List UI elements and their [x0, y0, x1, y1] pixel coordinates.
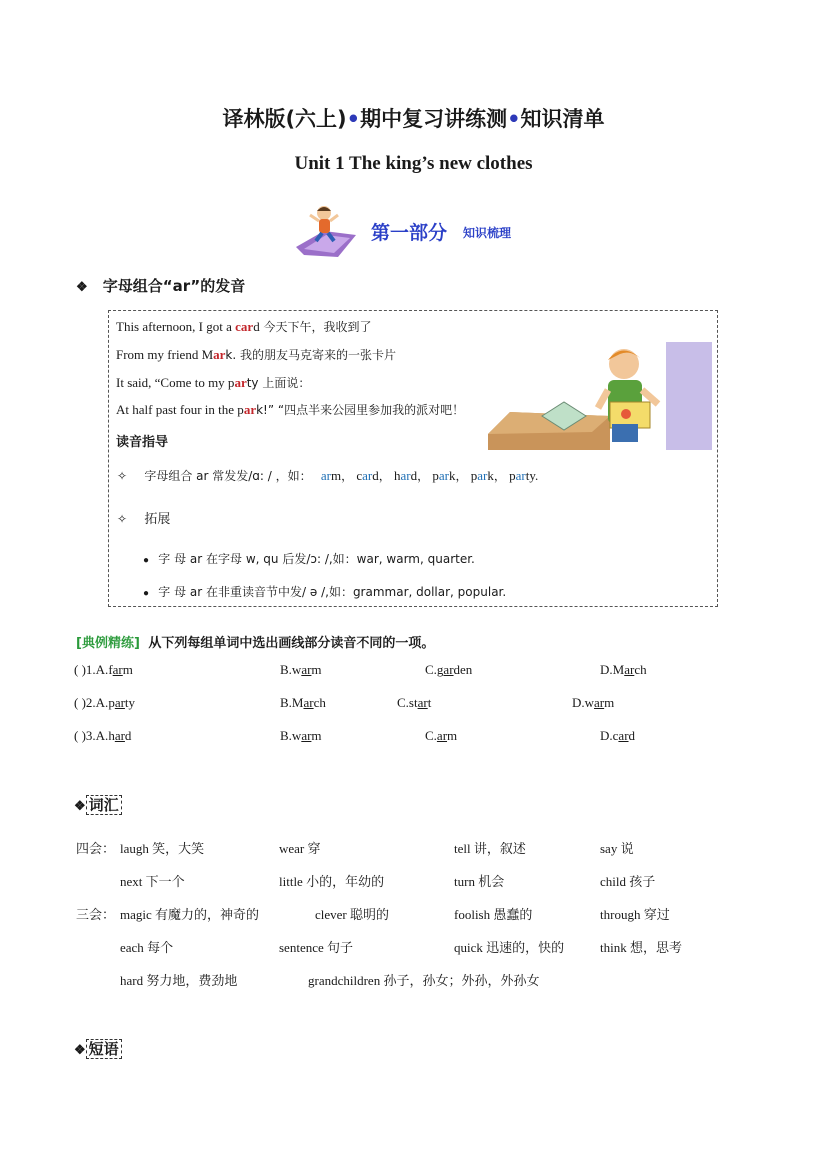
- reading-guide-label: 读音指导: [116, 435, 169, 450]
- vocab-row: 三会：: [76, 908, 116, 923]
- exercise-item-2-d: D.warm: [572, 695, 615, 710]
- exercise-item-3-b: B.warm: [280, 728, 322, 743]
- vocab-item: grandchildren 孙子，孙女；外孙，外孙女: [308, 973, 540, 989]
- exercise-item-1-d: D.March: [600, 662, 647, 677]
- exercise-item-2-b: B.March: [280, 695, 326, 710]
- rhyme-line-3: It said, “Come to my party 上面说：: [116, 375, 311, 390]
- vocab-item: think 想，思考: [600, 940, 682, 956]
- phrases-heading: ❖ 短语: [74, 1038, 122, 1059]
- unit-title: Unit 1 The king’s new clothes: [294, 153, 533, 174]
- vocab-item: each 每个: [120, 940, 174, 956]
- boy-with-card-illustration: [488, 342, 712, 450]
- expand-bullet-1: ● 字 母 ar 在字母 w, qu 后发/ɔ: /,如：war, warm, quarter.: [143, 552, 475, 566]
- vocab-row: 四会：: [76, 842, 116, 857]
- vocab-item: sentence 句子: [279, 940, 354, 956]
- page-title: 译林版(六上)•期中复习讲练测•知识清单: [222, 107, 605, 131]
- vocab-item: quick 迅速的，快的: [454, 940, 565, 956]
- exercise-item-1-c: C.garden: [425, 662, 473, 677]
- expand-heading: ✧ 拓展: [117, 512, 171, 527]
- example-word: card: [356, 468, 379, 483]
- exercise-item-3-d: D.card: [600, 728, 636, 743]
- rhyme-line-2: From my friend Mark. 我的朋友马克寄来的一张卡片: [116, 347, 397, 362]
- exercise-item-1: ( )1.A.farm: [74, 662, 133, 677]
- vocab-item: hard 努力地，费劲地: [120, 973, 238, 989]
- vocab-item: next 下一个: [120, 874, 185, 890]
- diamond-bullet-icon: ❖: [74, 799, 86, 814]
- sparkle-bullet-icon: ✧: [117, 469, 128, 483]
- sparkle-bullet-icon: ✧: [117, 512, 128, 526]
- rhyme-line-4: At half past four in the park!” “四点半来公园里参加我的派对吧！: [116, 402, 465, 417]
- vocab-heading: ❖ 词汇: [74, 794, 122, 815]
- vocab-item: wear 穿: [279, 841, 321, 857]
- vocab-item: turn 机会: [454, 874, 505, 890]
- vocab-item: through 穿过: [600, 907, 670, 923]
- section-ar-heading: ❖ 字母组合“ar”的发音: [76, 277, 246, 295]
- diamond-bullet-icon: ❖: [74, 1043, 86, 1058]
- vocab-item: clever 聪明的: [315, 907, 390, 923]
- example-word: arm: [320, 468, 342, 483]
- vocab-item: say 说: [600, 841, 634, 857]
- vocab-item: little 小的，年幼的: [279, 874, 385, 890]
- exercise-item-1-b: B.warm: [280, 662, 322, 677]
- exercise-item-2: ( )2.A.party: [74, 695, 136, 710]
- example-word: party.: [509, 468, 539, 483]
- vocab-item: laugh 笑，大笑: [120, 841, 205, 857]
- exercise-item-2-c: C.start: [397, 695, 432, 710]
- expand-bullet-2: ● 字 母 ar 在非重读音节中发/ ə /,如：grammar, dollar, popular.: [143, 585, 507, 599]
- vocab-item: magic 有魔力的，神奇的: [120, 907, 260, 923]
- part-subtitle: 知识梳理: [463, 226, 512, 240]
- example-word: park: [470, 468, 494, 483]
- diamond-bullet-icon: ❖: [76, 280, 88, 295]
- exercise-heading: [典例精练] 从下列每组单词中选出画线部分读音不同的一项。: [76, 636, 435, 651]
- vocab-item: child 孩子: [600, 874, 656, 890]
- rhyme-line-1: This afternoon, I got a card 今天下午，我收到了: [116, 319, 372, 334]
- exercise-item-3: ( )3.A.hard: [74, 728, 132, 743]
- part-title: 第一部分: [371, 222, 448, 244]
- vocab-item: foolish 愚蠢的: [454, 907, 533, 923]
- example-word: hard: [394, 468, 418, 483]
- example-word: park: [432, 468, 456, 483]
- vocab-item: tell 讲，叙述: [454, 841, 526, 857]
- ar-rule: ✧ 字母组合 ar 常发发/ɑ: / ，如： arm， card， hard， park， park， party.: [117, 468, 539, 483]
- reading-kid-illustration: [294, 203, 364, 258]
- exercise-item-3-c: C.arm: [425, 728, 458, 743]
